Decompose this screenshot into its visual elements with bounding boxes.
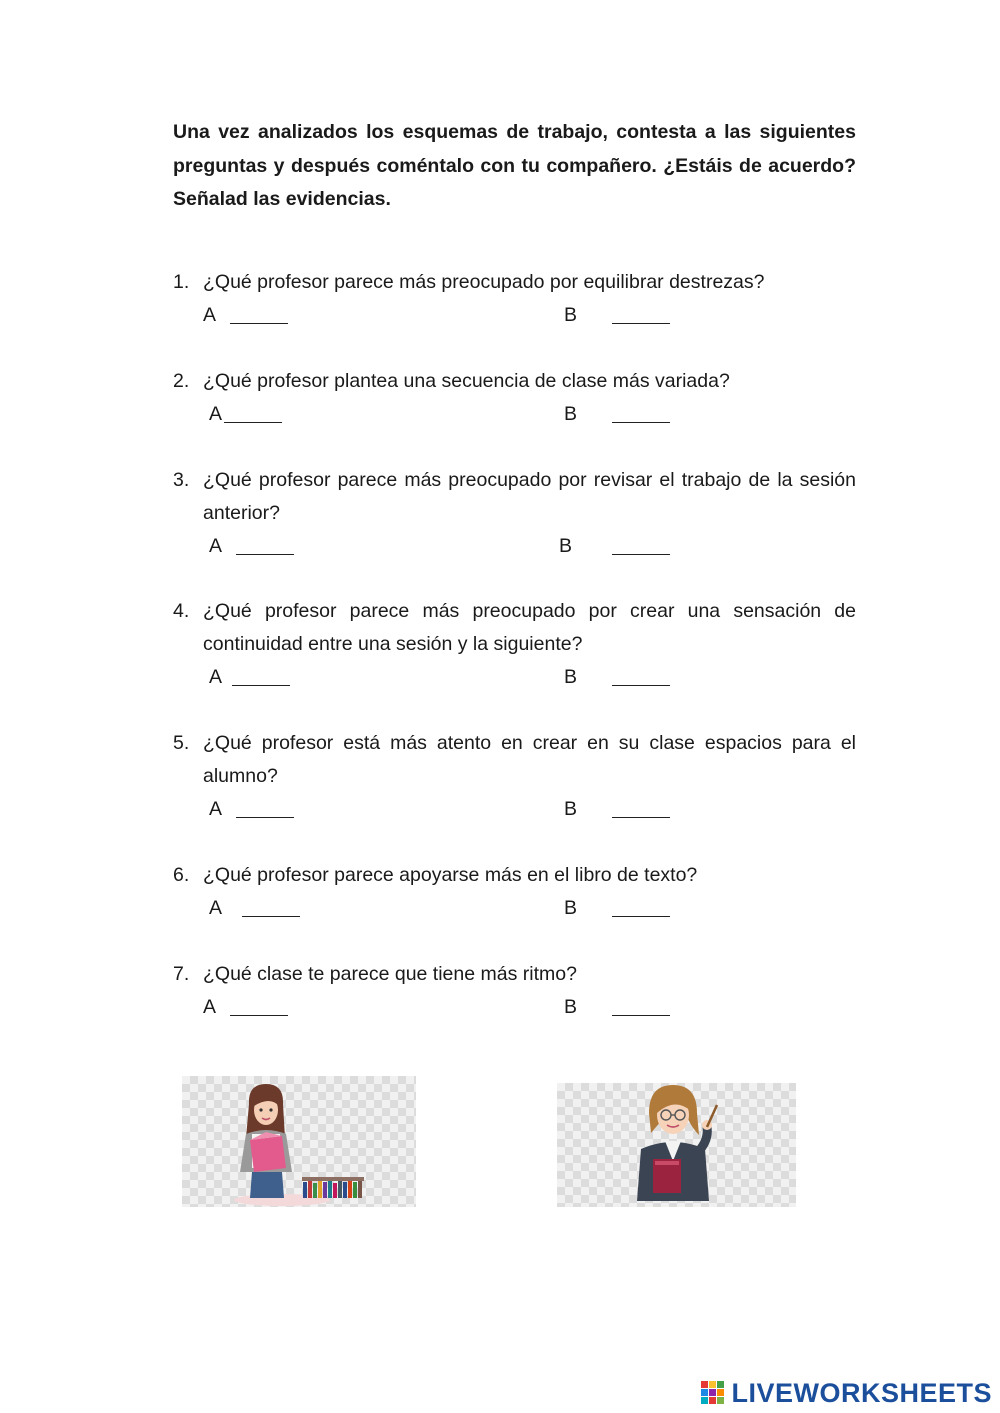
answer-blank-a[interactable] — [230, 299, 288, 324]
answer-blank-b[interactable] — [612, 299, 670, 324]
question-text: ¿Qué profesor plantea una secuencia de clase más variada? — [203, 370, 730, 392]
question-7 — [173, 958, 856, 1024]
question-text: ¿Qué profesor está más atento en crear en su clase espacios para el alumno? — [203, 732, 856, 787]
instructions-text: Una vez analizados los esquemas de trabajo, contesta a las siguientes preguntas y después coméntalo con tu compañero. ¿Estáis de acuerdo? Señalad las evidencias. — [173, 121, 856, 210]
question-text: ¿Qué profesor parece más preocupado por equilibrar destrezas? — [203, 271, 765, 293]
question-text: ¿Qué clase te parece que tiene más ritmo? — [203, 963, 577, 985]
teacher-a-image — [182, 1076, 416, 1207]
answer-blank-a[interactable] — [232, 661, 290, 686]
question-3 — [173, 464, 856, 563]
option-a-label: A — [209, 666, 223, 688]
answer-blank-b[interactable] — [612, 398, 670, 423]
answer-blank-b[interactable] — [612, 530, 670, 555]
question-number: 2. — [173, 370, 190, 392]
option-a-label: A — [203, 996, 217, 1018]
answer-blank-a[interactable] — [230, 991, 288, 1016]
question-text: ¿Qué profesor parece apoyarse más en el libro de texto? — [203, 864, 698, 886]
question-6 — [173, 859, 856, 925]
question-number: 1. — [173, 271, 190, 293]
teacher-b-image — [557, 1083, 796, 1207]
brand-name: LIVEWORKSHEETS — [731, 1377, 992, 1408]
answer-blank-a[interactable] — [236, 530, 294, 555]
question-4 — [173, 595, 856, 694]
question-2 — [173, 365, 856, 431]
answer-blank-a[interactable] — [224, 398, 282, 423]
option-b-label: B — [559, 535, 573, 557]
option-b-label: B — [564, 666, 578, 688]
option-b-label: B — [564, 304, 578, 326]
answer-blank-b[interactable] — [612, 661, 670, 686]
teacher-with-books-illustration — [182, 1076, 416, 1207]
answer-blank-b[interactable] — [612, 991, 670, 1016]
answer-blank-b[interactable] — [612, 793, 670, 818]
answer-blank-a[interactable] — [236, 793, 294, 818]
question-1 — [173, 266, 856, 332]
option-a-label: A — [209, 798, 223, 820]
option-a-label: A — [209, 897, 223, 919]
question-number: 3. — [173, 469, 190, 491]
liveworksheets-logo — [701, 1376, 992, 1410]
teacher-with-pointer-illustration — [557, 1083, 796, 1207]
question-number: 6. — [173, 864, 190, 886]
liveworksheets-blocks-icon — [701, 1381, 725, 1405]
answer-blank-a[interactable] — [242, 892, 300, 917]
answer-blank-b[interactable] — [612, 892, 670, 917]
question-5 — [173, 727, 856, 826]
option-a-label: A — [203, 304, 217, 326]
option-a-label: A — [209, 403, 223, 425]
question-text: ¿Qué profesor parece más preocupado por revisar el trabajo de la sesión anterior? — [203, 469, 856, 524]
option-b-label: B — [564, 403, 578, 425]
question-number: 4. — [173, 600, 190, 622]
option-b-label: B — [564, 897, 578, 919]
option-b-label: B — [564, 996, 578, 1018]
option-b-label: B — [564, 798, 578, 820]
option-a-label: A — [209, 535, 223, 557]
question-number: 7. — [173, 963, 190, 985]
question-text: ¿Qué profesor parece más preocupado por crear una sensación de continuidad entre una sesión y la siguiente? — [203, 600, 856, 655]
question-number: 5. — [173, 732, 190, 754]
